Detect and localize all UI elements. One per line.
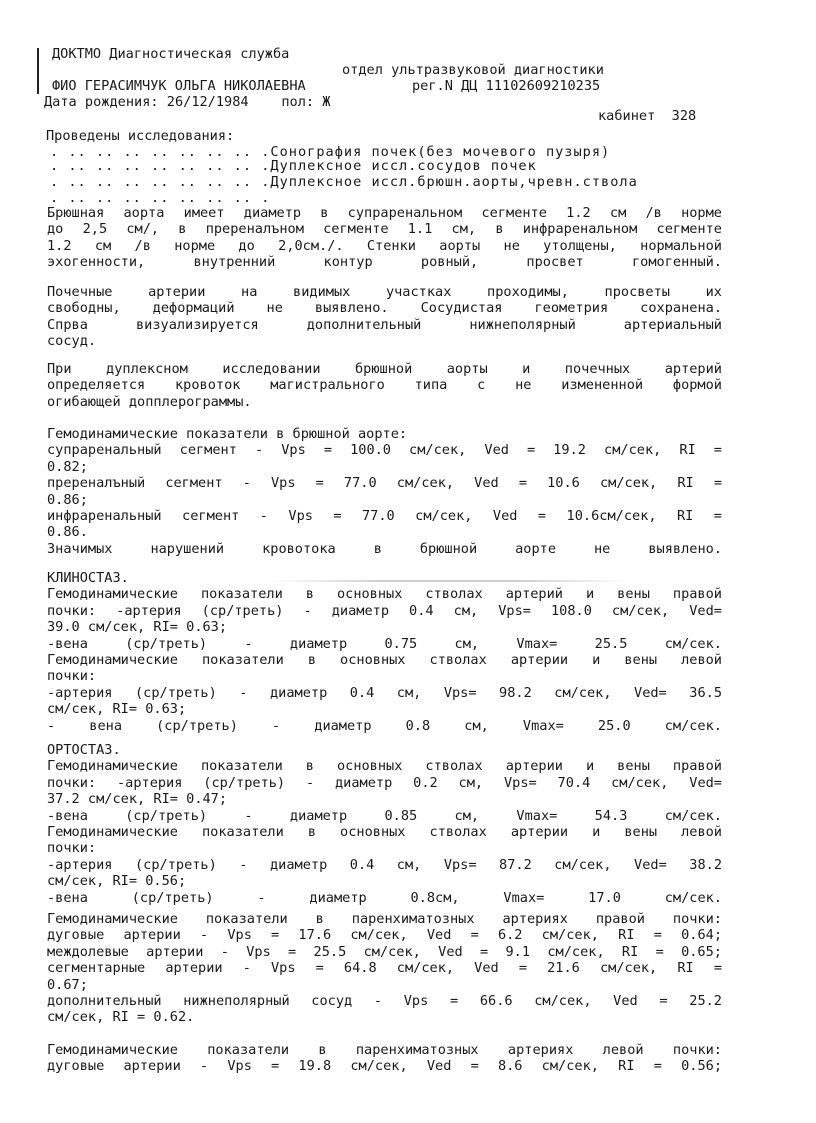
left-parenchymal-section [47, 1042, 722, 1075]
room-number: кабинет 328 [598, 108, 697, 124]
text-line: почки: [47, 668, 97, 685]
text-line: Гемодинамические показатели в основных стволах артерии и вены левой [47, 824, 722, 841]
text-line: огибающей допплерограммы. [47, 393, 252, 410]
text-line: 1.2 см /в норме до 2,0см./. Стенки аорты не утолщены, нормальной [47, 237, 722, 254]
aorta-paragraph [47, 205, 722, 271]
text-line: дуговые артерии - Vps = 17.6 см/сек, Ved = 6.2 см/сек, RI = 0.64; [47, 927, 722, 944]
text-line: Гемодинамические показатели в паренхиматозных артериях левой почки: [47, 1042, 722, 1058]
text-line: см/сек, RI = 0.62. [47, 1009, 195, 1026]
text-line: Гемодинамические показатели в основных стволах артерии и вены правой [47, 758, 722, 775]
study-item: . .. .. .. .. .. .. .. . [50, 190, 271, 206]
text-line: почки: -артерия (ср/треть) - диаметр 0.4 см, Vps= 108.0 см/сек, Ved= [47, 602, 722, 619]
text-line: сосуд. [47, 333, 97, 350]
text-line: Гемодинамические показатели в основных стволах артерий и вены правой [47, 586, 722, 603]
text-line: 0.82; [47, 458, 88, 475]
text-line: дуговые артерии - Vps = 19.8 см/сек, Ved = 8.6 см/сек, RI = 0.56; [47, 1058, 722, 1075]
text-line: 0.86. [47, 524, 88, 541]
text-line: сегментарные артерии - Vps = 64.8 см/сек, Ved = 21.6 см/сек, RI = [47, 960, 722, 977]
text-line: почки: -артерия (ср/треть) - диаметр 0.2 см, Vps= 70.4 см/сек, Ved= [47, 774, 722, 791]
text-line: 0.86; [47, 491, 88, 508]
text-line: почки: [47, 840, 97, 857]
studies-heading: Проведены исследования: [46, 128, 235, 144]
text-line: междолевые артерии - Vps = 25.5 см/сек, Ved = 9.1 см/сек, RI = 0.65; [47, 943, 722, 960]
text-line: пререналъный сегмент - Vps = 77.0 см/сек, Ved = 10.6 см/сек, RI = [47, 475, 722, 492]
text-line: -вена (ср/треть) - диаметр 0.75 см, Vmax= 25.5 см/сек. [47, 635, 722, 652]
text-line: -артерия (ср/треть) - диаметр 0.4 см, Vps= 98.2 см/сек, Ved= 36.5 [47, 684, 722, 701]
text-line: дополнительный нижнеполярный сосуд - Vps = 66.6 см/сек, Ved = 25.2 [47, 993, 722, 1010]
section-title: ОРТОСТАЗ. [47, 742, 121, 758]
aorta-hemodynamics [47, 426, 722, 557]
text-line: -вена (ср/треть) - диаметр 0.8см, Vmax= 17.0 см/сек. [47, 889, 722, 906]
birth-date: Дата рождения: 26/12/1984 пол: Ж [44, 94, 331, 110]
text-line: см/сек, RI= 0.56; [47, 873, 187, 890]
clinostasis-section [47, 570, 722, 734]
text-line: определяется кровоток магистрального типа с не измененной формой [47, 377, 722, 394]
margin-mark [37, 48, 39, 94]
text-line: Гемодинамические показатели в брюшной аорте: [47, 426, 408, 442]
text-line: до 2,5 см/, в пререналъном сегменте 1.1 см, в инфраренальном сегменте [47, 221, 722, 238]
text-line: свободны, деформаций не выявлено. Сосудистая геометрия сохранена. [47, 300, 722, 317]
registration-number: рег.N ДЦ 11102609210235 [412, 78, 601, 94]
text-line: Гемодинамические показатели в паренхиматозных артериях правой почки: [47, 911, 722, 927]
text-line: Спрва визуализируется дополнительный нижнеполярный артериальный [47, 316, 722, 333]
text-line: 39.0 см/сек, RI= 0.63; [47, 619, 228, 636]
text-line: 37.2 см/сек, RI= 0.47; [47, 791, 228, 808]
text-line: При дуплексном исследовании брюшной аорты и почечных артерий [47, 361, 722, 377]
renal-paragraph [47, 284, 722, 350]
section-title: КЛИНОСТАЗ. [47, 570, 129, 586]
org-name: ДОКТМО Диагностическая служба [52, 46, 290, 62]
text-line: Почечные артерии на видимых участках проходимы, просветы их [47, 284, 722, 300]
patient-name: ФИО ГЕРАСИМЧУК ОЛЬГА НИКОЛАЕВНА [52, 78, 306, 94]
text-line: -артерия (ср/треть) - диаметр 0.4 см, Vps= 87.2 см/сек, Ved= 38.2 [47, 856, 722, 873]
study-item: . .. .. .. .. .. .. .. .Сонография почек(без мочевого пузыря) [50, 144, 611, 160]
text-line: 0.67; [47, 976, 88, 993]
text-line: см/сек, RI= 0.63; [47, 701, 187, 718]
department-name: отдел ультразвуковой диагностики [342, 62, 604, 78]
text-line: супраренальный сегмент - Vps = 100.0 см/сек, Ved = 19.2 см/сек, RI = [47, 442, 722, 459]
right-parenchymal-section [47, 911, 722, 1026]
study-item: . .. .. .. .. .. .. .. .Дуплексное иссл.сосудов почек [50, 158, 537, 174]
orthostasis-section [47, 742, 722, 906]
duplex-paragraph [47, 361, 722, 410]
text-line: Гемодинамические показатели в основных стволах артерии и вены левой [47, 652, 722, 669]
text-line: эхогенности, внутренний контур ровный, просвет гомогенный. [47, 254, 722, 271]
study-item: . .. .. .. .. .. .. .. .Дуплексное иссл.брюшн.аорты,чревн.ствола [50, 174, 638, 190]
text-line: Брюшная аорта имеет диаметр в супраренальном сегменте 1.2 см /в норме [47, 205, 722, 221]
text-line: Значимых нарушений кровотока в брюшной аорте не выявлено. [47, 540, 722, 557]
text-line: -вена (ср/треть) - диаметр 0.85 см, Vmax= 54.3 см/сек. [47, 807, 722, 824]
text-line: - вена (ср/треть) - диаметр 0.8 см, Vmax= 25.0 см/сек. [47, 717, 722, 734]
text-line: инфраренальный сегмент - Vps = 77.0 см/сек, Ved = 10.6см/сек, RI = [47, 508, 722, 525]
